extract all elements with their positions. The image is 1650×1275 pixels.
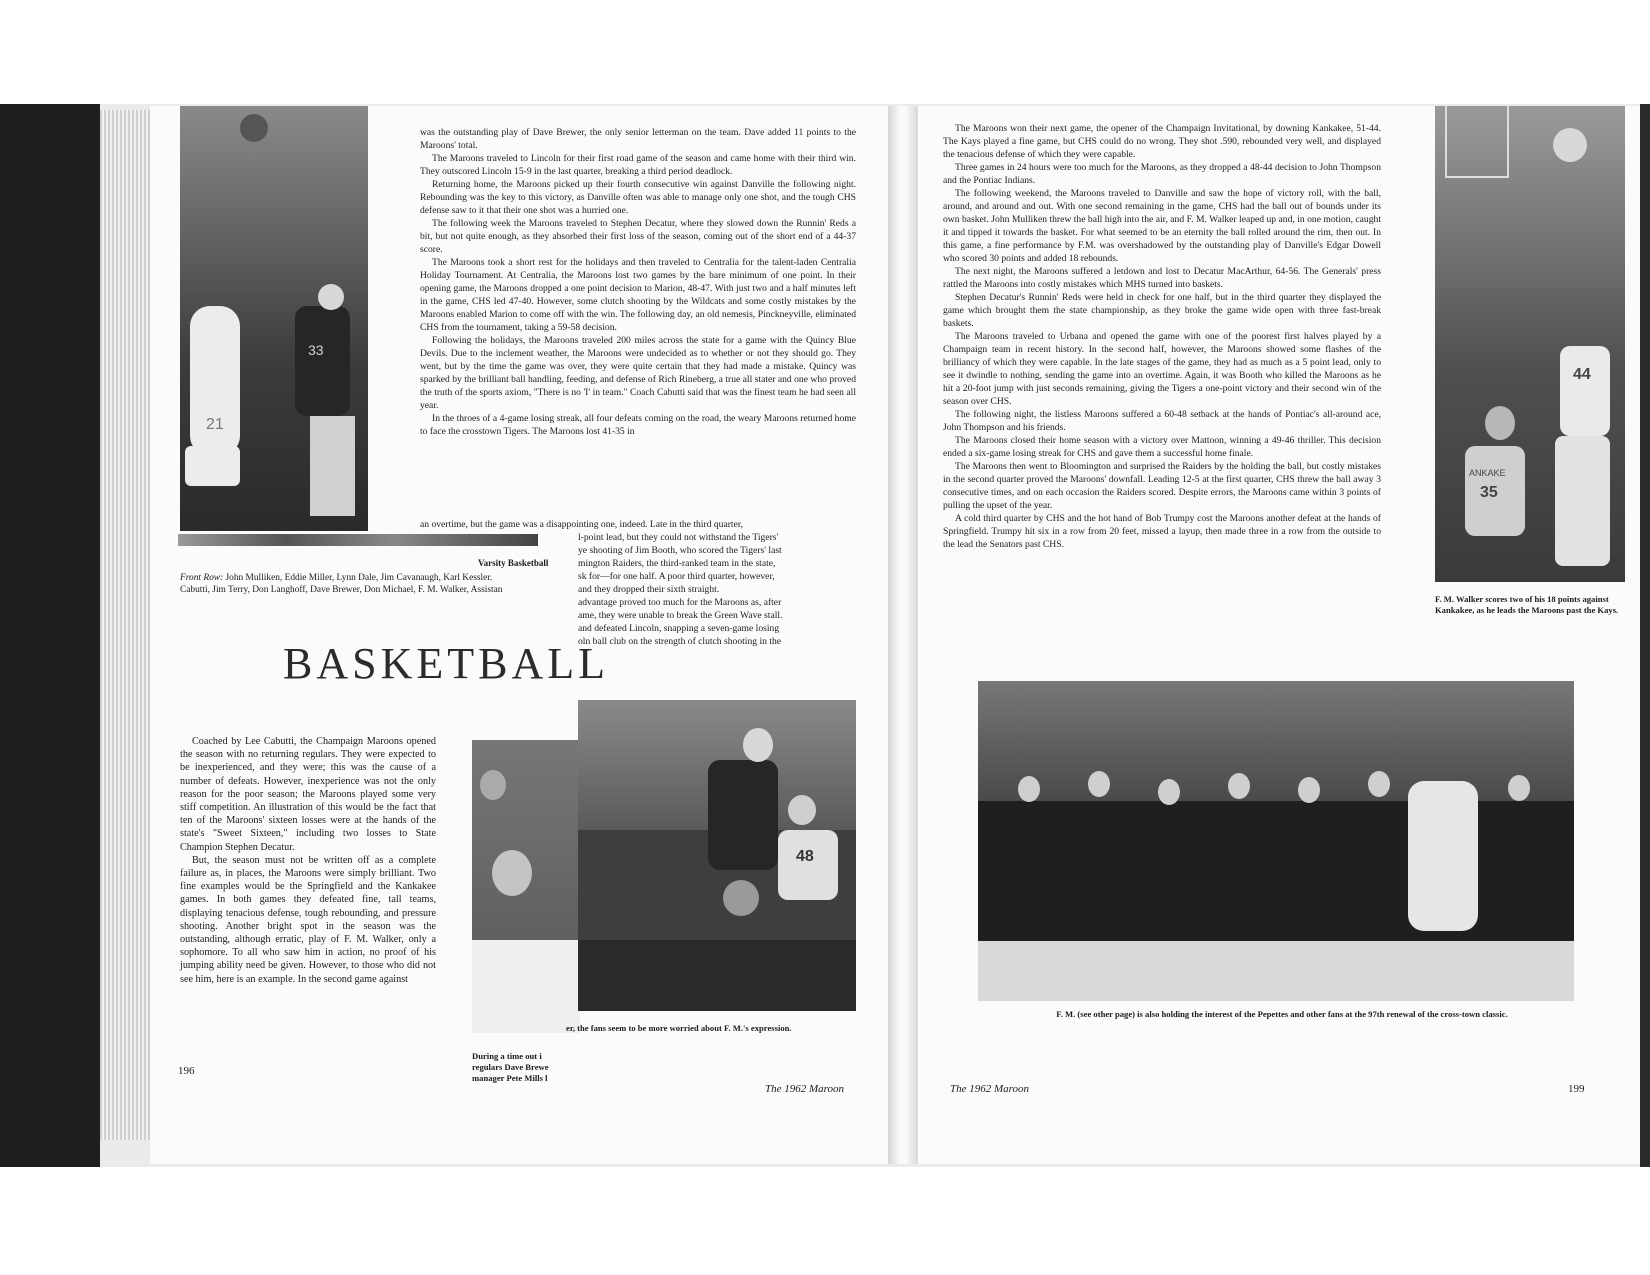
right-paragraph: Three games in 24 hours were too much for the Maroons, as they dropped a 48-44 decision to John Thompson and the Pontiac Indians. xyxy=(943,162,1381,186)
fragment-line: ye shooting of Jim Booth, who scored the Tigers' last xyxy=(578,545,782,556)
fragment-line: ame, they were unable to break the Green Wave stall. xyxy=(578,610,783,621)
team-caption-title: Varsity Basketball xyxy=(478,558,549,568)
team-caption xyxy=(180,572,575,596)
intro-paragraph: But, the season must not be written off as a complete failure as, in places, the Maroons were simply brilliant. Two fine examples would be the Springfield and the Kankakee games. In both games they defeated fine, tall teams, displaying tenacious defense, tough rebounding, and pressure shooting. Another bright spot in the season was the outstanding, although erratic, play of F. M. Walker, only a sophomore. To all who saw him in action, no proof of his jumping ability need be given. However, to those who did not see him, here is an example. In the second game against xyxy=(180,854,436,985)
left-paragraph: Following the holidays, the Maroons traveled 200 miles across the state for a game with the Quincy Blue Devils. Due to the inclement weather, the Maroons were undecided as to whether or not they should go. They went, but by the time the game was over, they were quite certain that they had made a mistake. Quincy was sparked by the brilliant ball handling, feeding, and defense of Rich Rineberg, a true all stater and one who proved the truth of the sports axiom, "There is no 'I' in team." Coach Cabutti said that was the finest team he had seen all year. xyxy=(420,335,856,411)
game-action-photo xyxy=(578,700,856,1011)
right-paragraph: The Maroons closed their home season with a victory over Mattoon, winning a 49-46 thriller. This decision ended a six-game losing streak for CHS and gave them a successful home finale. xyxy=(943,435,1381,459)
pepettes-crowd-photo xyxy=(978,681,1574,1001)
crowd-caption: F. M. (see other page) is also holding the interest of the Pepettes and other fans at the 97th renewal of the cross-town classic. xyxy=(1056,1009,1508,1019)
right-running-footer: The 1962 Maroon xyxy=(950,1083,1030,1095)
fragment-line: an overtime, but the game was a disappointing one, indeed. Late in the third quarter, xyxy=(420,519,744,530)
fragment-line: mington Raiders, the third-ranked team in the state, xyxy=(578,558,776,569)
intro-column-text xyxy=(180,735,436,986)
fragment-line: oln ball club on the strength of clutch shooting in the xyxy=(578,636,782,647)
left-paragraph: The Maroons took a short rest for the holidays and then traveled to Centralia for the talent-laden Centralia Holiday Tournament. At Centralia, the Maroons lost two games by the bare minimum of one point. In their opening game, the Maroons dropped a one point decision to Marion, 48-47. With just two and a half minutes left in the game, CHS led 47-40. However, some clutch shooting by the Wildcats and some costly mistakes by the Maroons enabled Marion to come off with the win. The following day, an old nemesis, Pinckneyville, eliminated CHS from the tournament, taking a 59-58 decision. xyxy=(420,257,856,333)
team-caption-line: Cabutti, Jim Terry, Don Langhoff, Dave Brewer, Don Michael, F. M. Walker, Assistan xyxy=(180,585,503,595)
fans-caption: er, the fans seem to be more worried about F. M.'s expression. xyxy=(566,1023,792,1033)
left-running-footer: The 1962 Maroon xyxy=(765,1083,845,1095)
jersey-lettering: ANKAKE xyxy=(1469,468,1506,478)
team-caption-line: John Mulliken, Eddie Miller, Lynn Dale, Jim Cavanaugh, Karl Kessler. xyxy=(225,573,493,583)
timeout-photo xyxy=(472,740,580,1033)
right-paragraph: The Maroons won their next game, the opener of the Champaign Invitational, by downing Kankakee, 51-44. The Kays played a fine game, but CHS could do no wrong. They shot .590, rebounded very well, and displayed the tenacious defense of which they were capable. xyxy=(943,123,1381,160)
right-paragraph: Stephen Decatur's Runnin' Reds were held in check for one half, but in the third quarter they displayed the game which brought them the state championship, as they broke the game wide open with three fast-break baskets. xyxy=(943,292,1381,329)
left-paragraph: The Maroons traveled to Lincoln for their first road game of the season and came home with their third win. They outscored Lincoln 15-9 in the last quarter, breaking a third period deadlock. xyxy=(420,153,856,177)
book-cover-edge xyxy=(0,104,100,1167)
jersey-number-21: 21 xyxy=(206,416,224,433)
walker-shot-photo xyxy=(1435,106,1625,582)
left-paragraph: In the throes of a 4-game losing streak, all four defeats coming on the road, the weary Maroons returned home to face the crosstown Tigers. The Maroons lost 41-35 in xyxy=(420,413,856,437)
jersey-number-33: 33 xyxy=(308,342,324,358)
jersey-number-35: 35 xyxy=(1480,484,1498,501)
right-column-text xyxy=(943,122,1381,551)
section-heading: BASKETBALL xyxy=(283,639,609,688)
timeout-caption: During a time out i regulars Dave Brewe manager Pete Mills l xyxy=(472,1051,549,1083)
fragment-line: l-point lead, but they could not withstand the Tigers' xyxy=(578,532,779,543)
right-paragraph: A cold third quarter by CHS and the hot hand of Bob Trumpy cost the Maroons another defeat at the hands of Springfield. Trumpy hit six in a row from 20 feet, missed a layup, then made three in a row from the outside to the lead the Senators past CHS. xyxy=(943,513,1381,550)
book-right-edge xyxy=(1640,104,1650,1167)
left-paragraph: The following week the Maroons traveled to Stephen Decatur, where they slowed down the Runnin' Reds a bit, but not quite enough, as they absorbed their first loss of the season, coming out of the short end of a 44-37 score. xyxy=(420,218,856,255)
right-folio: 199 xyxy=(1568,1083,1585,1095)
right-paragraph: The following night, the listless Maroons suffered a 60-48 setback at the hands of Pontiac's all-around ace, John Thompson and his friends. xyxy=(943,409,1381,433)
jump-ball-photo xyxy=(180,106,368,531)
page-edge-stack xyxy=(100,110,150,1140)
left-folio: 196 xyxy=(178,1065,195,1077)
torn-photo-strip xyxy=(178,534,538,546)
jersey-number-44: 44 xyxy=(1573,366,1591,383)
fragment-line: and they dropped their sixth straight. xyxy=(578,584,720,595)
fragment-line: sk for—for one half. A poor third quarter, however, xyxy=(578,571,775,582)
fragment-line: and defeated Lincoln, snapping a seven-game losing xyxy=(578,623,780,634)
right-paragraph: The Maroons traveled to Urbana and opened the game with one of the poorest first halves played by a Champaign team in recent history. In the second half, however, the Maroons showed some flashes of the brilliancy of which they were capable. In the late stages of the game, they had as much as a 5 point lead, only to see it dwindle to nothing, sending the game into an overtime. Again, it was Booth who killed the Maroons as he hit a 20-foot jump with just seconds remaining, giving the Tigers a one-point victory and their second win of the season over CHS. xyxy=(943,331,1381,407)
left-paragraph: was the outstanding play of Dave Brewer, the only senior letterman on the team. Dave added 11 points to the Maroons' total. xyxy=(420,127,856,151)
jersey-number-48: 48 xyxy=(796,848,814,865)
right-paragraph: The Maroons then went to Bloomington and surprised the Raiders by the holding the ball, but costly mistakes in the second quarter proved the Maroons' downfall. Leading 12-5 at the first quarter, CHS threw the ball away 3 consecutive times, and on each occasion the Raiders scored. Despite errors, the Maroons came within 3 points of pulling the upset of the year. xyxy=(943,461,1381,511)
walker-caption: F. M. Walker scores two of his 18 points against Kankakee, as he leads the Maroons past the Kays. xyxy=(1435,594,1619,615)
intro-paragraph: Coached by Lee Cabutti, the Champaign Maroons opened the season with no returning regulars. They were expected to be inexperienced, and they were; this was the cause of a number of defeats. However, inexperience was not the only reason for the poor season; the Maroons played some very stiff competition. An illustration of this would be the fact that ten of the Maroons' sixteen losses were at the hands of the state's "Sweet Sixteen," including two losses to State Champion Stephen Decatur. xyxy=(180,736,436,853)
book-gutter xyxy=(888,106,918,1164)
left-column-text xyxy=(420,126,856,438)
fragment-line: advantage proved too much for the Maroons as, after xyxy=(578,597,782,608)
team-caption-lead: Front Row: xyxy=(180,573,224,583)
fragment-text xyxy=(420,518,856,531)
left-paragraph: Returning home, the Maroons picked up their fourth consecutive win against Danville the following night. Rebounding was the key to this victory, as Danville often was able to manage only one shot, and the tough CHS defense saw to it that their one shot was a hurried one. xyxy=(420,179,856,216)
right-paragraph: The following weekend, the Maroons traveled to Danville and saw the hope of victory roll, with the ball, around, and around and out. With one second remaining in the game, CHS had the ball out of bounds under its own basket. John Mulliken threw the ball high into the air, and F. M. Walker leaped up and, in one motion, caught it and tipped it towards the basket. For what seemed to be an eternity the ball rolled around the rim, then out. In this game, a fine performance by F.M. was overshadowed by the outstanding play of Danville's Edgar Dowell who scored 30 points and added 18 rebounds. xyxy=(943,188,1381,264)
fragment-text-right xyxy=(578,531,856,648)
right-paragraph: The next night, the Maroons suffered a letdown and lost to Decatur MacArthur, 64-56. The Generals' press rattled the Maroons into costly mistakes which MHS turned into baskets. xyxy=(943,266,1381,290)
